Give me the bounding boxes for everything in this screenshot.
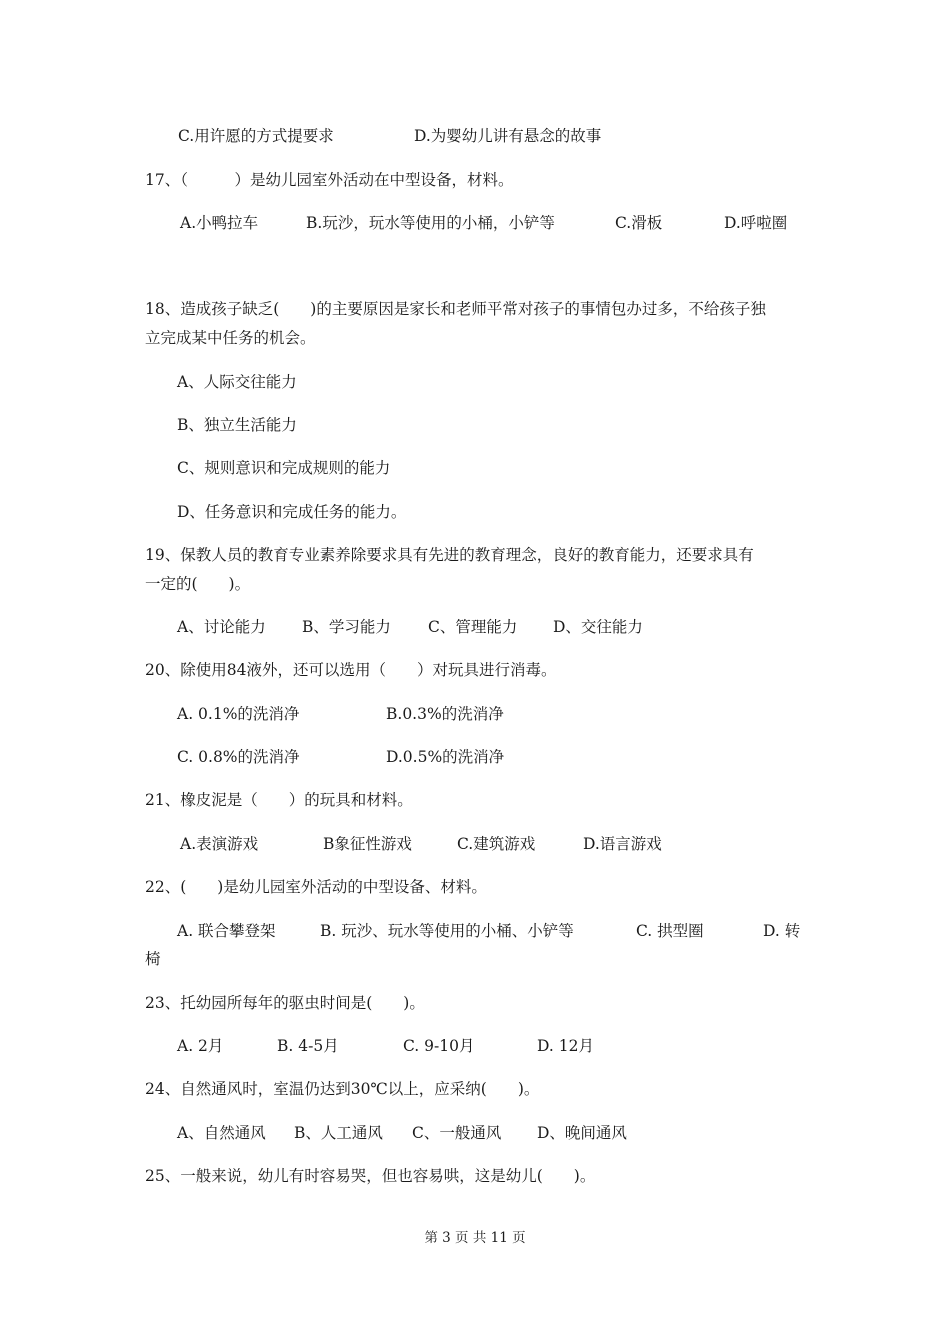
q20-option-c: C. 0.8%的洗消净 [177, 748, 300, 766]
q24-option-d: D、晚间通风 [537, 1124, 627, 1142]
q22-option-b: B. 玩沙、玩水等使用的小桶、小铲等 [320, 922, 574, 940]
q18-stem-line2: 立完成某中任务的机会。 [145, 329, 316, 347]
q23-option-c: C. 9-10月 [403, 1037, 475, 1055]
q17-option-d: D.呼啦圈 [724, 214, 788, 232]
q19-stem-line2: 一定的( )。 [145, 575, 251, 593]
q23-stem: 23、托幼园所每年的驱虫时间是( )。 [145, 994, 425, 1012]
q18-stem-line1: 18、造成孩子缺乏( )的主要原因是家长和老师平常对孩子的事情包办过多，不给孩子独 [145, 300, 766, 318]
q18-option-d: D、任务意识和完成任务的能力。 [177, 503, 407, 521]
q17-option-c: C.滑板 [615, 214, 663, 232]
q20-option-a: A. 0.1%的洗消净 [177, 705, 300, 723]
q19-option-d: D、交往能力 [553, 618, 643, 636]
q23-option-d: D. 12月 [537, 1037, 594, 1055]
q17-option-a: A.小鸭拉车 [180, 214, 259, 232]
q17-stem: 17、（ ）是幼儿园室外活动在中型设备，材料。 [145, 171, 514, 189]
q19-stem-line1: 19、保教人员的教育专业素养除要求具有先进的教育理念，良好的教育能力，还要求具有 [145, 546, 754, 564]
q21-option-b: B象征性游戏 [323, 835, 412, 853]
q21-stem: 21、橡皮泥是（ ）的玩具和材料。 [145, 791, 413, 809]
q19-option-a: A、讨论能力 [177, 618, 266, 636]
q24-stem: 24、自然通风时，室温仍达到30℃以上，应采纳( )。 [145, 1080, 540, 1098]
q17-option-b: B.玩沙，玩水等使用的小桶，小铲等 [306, 214, 555, 232]
q21-option-c: C.建筑游戏 [457, 835, 536, 853]
q25-stem: 25、一般来说，幼儿有时容易哭，但也容易哄，这是幼儿( )。 [145, 1167, 596, 1185]
q22-option-d-continued: 椅 [145, 950, 161, 968]
q16-option-c: C.用许愿的方式提要求 [178, 127, 334, 145]
q21-option-d: D.语言游戏 [583, 835, 662, 853]
q19-option-b: B、学习能力 [302, 618, 391, 636]
q18-option-b: B、独立生活能力 [177, 416, 297, 434]
q19-option-c: C、管理能力 [428, 618, 518, 636]
q22-option-c: C. 拱型圈 [636, 922, 704, 940]
q22-option-d: D. 转 [763, 922, 801, 940]
q24-option-b: B、人工通风 [294, 1124, 383, 1142]
q23-option-a: A. 2月 [177, 1037, 224, 1055]
q18-option-a: A、人际交往能力 [177, 373, 297, 391]
q21-option-a: A.表演游戏 [180, 835, 259, 853]
q24-option-c: C、一般通风 [412, 1124, 502, 1142]
q22-stem: 22、( )是幼儿园室外活动的中型设备、材料。 [145, 878, 487, 896]
page-number-footer: 第 3 页 共 11 页 [424, 1230, 526, 1246]
q20-option-d: D.0.5%的洗消净 [386, 748, 505, 766]
q18-option-c: C、规则意识和完成规则的能力 [177, 459, 391, 477]
q23-option-b: B. 4-5月 [277, 1037, 339, 1055]
q16-option-d: D.为婴幼儿讲有悬念的故事 [414, 127, 602, 145]
q20-option-b: B.0.3%的洗消净 [386, 705, 504, 723]
q22-option-a: A. 联合攀登架 [177, 922, 276, 940]
q20-stem: 20、除使用84液外，还可以选用（ ）对玩具进行消毒。 [145, 661, 557, 679]
q24-option-a: A、自然通风 [177, 1124, 266, 1142]
